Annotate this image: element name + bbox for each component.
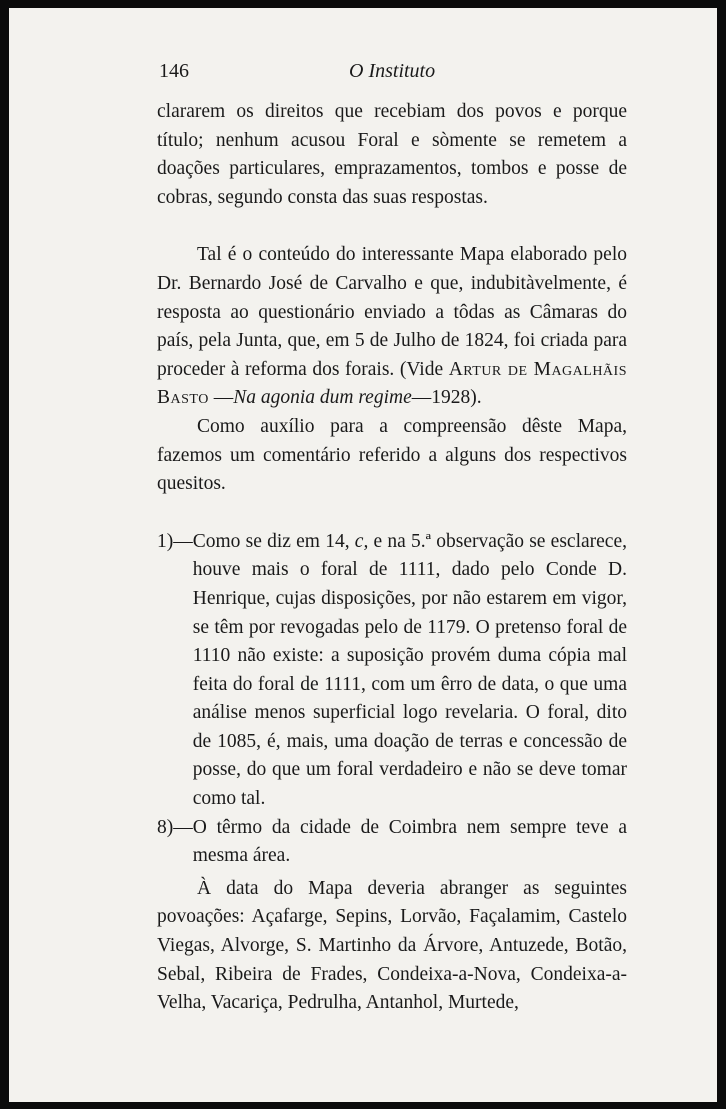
item-number: 1)— <box>157 530 193 552</box>
item-text <box>193 528 627 814</box>
list-item <box>157 528 627 814</box>
book-page <box>9 8 717 1102</box>
item-text: O têrmo da cidade de Coimbra nem sempre teve a mesma área. <box>192 816 627 867</box>
page-number: 146 <box>159 60 189 82</box>
paragraph: À data do Mapa deveria abranger as seguintes povoações: Açafarge, Sepins, Lorvão, Façalamim, Castelo Viegas, Alvorge, S. Martinho da Árvore, Antuzede, Botão, Sebal, Ribeira de Frades, Condeixa-a-Nova, Condeixa-a-Velha, Vacariça, Pedrulha, Antanhol, Murtede, <box>157 877 627 1014</box>
paragraph: clararem os direitos que recebiam dos povos e porque título; nenhum acusou Foral e sòmente se remetem a doações particulares, emprazamentos, tombos e posse de cobras, segundo consta das suas respostas. <box>157 101 627 208</box>
text-span: —1928). <box>411 387 482 409</box>
list-item <box>157 814 627 871</box>
page-header <box>159 60 639 84</box>
body-text <box>157 98 627 1018</box>
paragraph: Como auxílio para a compreensão dêste Mapa, fazemos um comentário referido a alguns dos respectivos quesitos. <box>157 415 627 495</box>
item-number: 8)— <box>157 816 193 838</box>
text-span: Como se diz em 14, <box>192 530 355 552</box>
paragraph <box>157 241 627 413</box>
author-name: Artur de Magalhãis Basto <box>157 358 627 409</box>
running-title: O Instituto <box>349 60 436 82</box>
text-span: e na 5.ª observação se esclarece, houve mais o foral de 1111, dado pelo Conde D. Henrique, cujas disposições, por não estarem em vigor, se têm por revogadas pelo de 1179. O pretenso foral de 1110 não existe: a suposição provém duma cópia mal feita do foral de 1111, com um êrro de data, o que uma análise menos superficial logo revelaria. O foral, dito de 1085, é, mais, uma doação de terras e concessão de posse, do que um foral verdadeiro e não se deve tomar como tal. <box>192 530 627 810</box>
work-title: Na agonia dum regime <box>233 387 412 409</box>
text-span: — <box>208 387 234 409</box>
text-span: c, <box>354 530 369 552</box>
text-span: Tal é o conteúdo do interessante Mapa elaborado pelo Dr. Bernardo José de Carvalho e que, indubitàvelmente, é resposta ao questionário enviado a tôdas as Câmaras do país, pela Junta, que, em 5 de Julho de 1824, foi criada para proceder à reforma dos forais. (Vide <box>157 244 627 380</box>
